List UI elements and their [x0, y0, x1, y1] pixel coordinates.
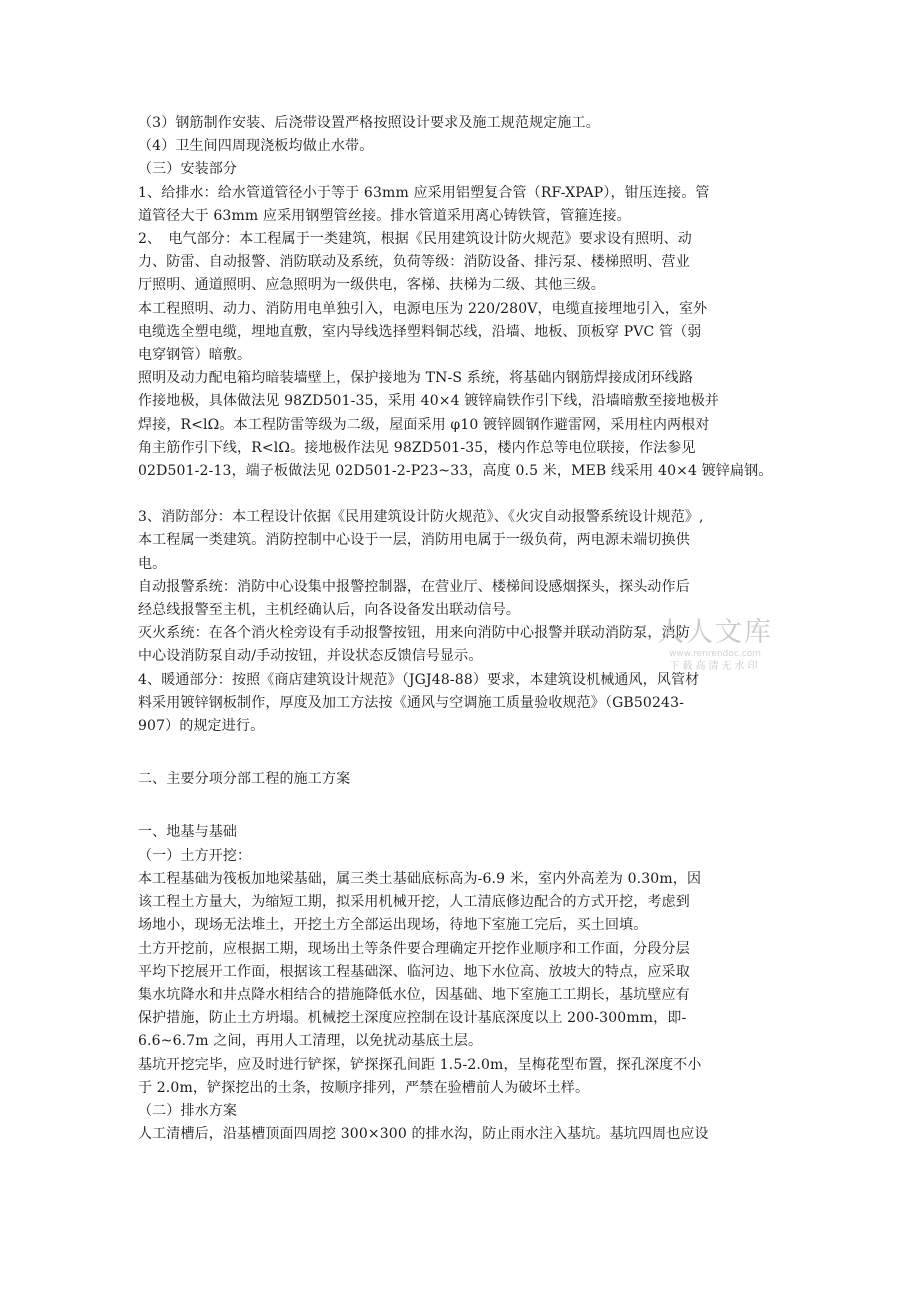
text-line: 土方开挖前，应根据工期，现场出土等条件要合理确定开挖作业顺序和工作面，分段分层 [138, 940, 690, 957]
text-line: 照明及动力配电箱均暗装墙壁上，保护接地为 TN-S 系统，将基础内钢筋焊接成闭环线路 [138, 370, 694, 387]
text-line: 本工程照明、动力、消防用电单独引入，电源电压为 220/280V，电缆直接埋地引入，室外 [138, 300, 708, 317]
watermark-url: www.renrendoc.com [669, 649, 761, 659]
text-line: 力、防雷、自动报警、消防联动及系统，负荷等级：消防设备、排污泵、楼梯照明、营业 [138, 254, 690, 271]
watermark [650, 618, 780, 674]
text-line: 3、消防部分：本工程设计依据《民用建筑设计防火规范》、《火灾自动报警系统设计规范》, [138, 509, 704, 526]
watermark-subtitle: 下载高清无水印 [669, 661, 761, 672]
subsection-heading: （一）土方开挖： [138, 847, 252, 864]
text-line: 料采用镀锌钢板制作，厚度及加工方法按《通风与空调施工质量验收规范》（GB50243- [138, 694, 685, 711]
text-line: 本工程属一类建筑。消防控制中心设于一层，消防用电属于一级负荷，两电源未端切换供 [138, 532, 690, 549]
text-line: 中心设消防泵自动/手动按钮，并设状态反馈信号显示。 [138, 648, 483, 665]
text-line: 电缆选全塑电缆，埋地直敷，室内导线选择塑料铜芯线，沿墙、地板、顶板穿 PVC 管（弱 [138, 323, 702, 340]
text-line: 保护措施，防止土方坍塌。机械挖土深度应控制在设计基底深度以上 200-300mm，即- [138, 1010, 687, 1027]
text-line: （三）安装部分 [138, 161, 238, 178]
text-line: 焊接，R<lΩ。本工程防雷等级为二级，屋面采用 φ10 镀锌圆钢作避雷网，采用柱内两根对 [138, 416, 710, 433]
watermark-title: 人人文库 [657, 617, 773, 648]
paragraph-gap [138, 483, 783, 506]
paragraph-gap [138, 791, 783, 821]
text-line: 电穿钢管）暗敷。 [138, 347, 252, 364]
text-line: 本工程基础为筏板加地梁基础，属三类土基础底标高为-6.9 米，室内外高差为 0.30m，因 [138, 870, 702, 887]
text-line: 907）的规定进行。 [138, 718, 265, 735]
text-line: 电。 [138, 555, 167, 572]
text-line: 集水坑降水和井点降水相结合的措施降低水位，因基础、地下室施工工期长，基坑壁应有 [138, 986, 690, 1003]
text-line: （3）钢筋制作安装、后浇带设置严格按照设计要求及施工规范规定施工。 [138, 115, 600, 131]
text-line: 厅照明、通道照明、应急照明为一级供电，客梯、扶梯为二级、其他三级。 [138, 277, 605, 294]
text-line: 1、给排水：给水管道管径小于等于 63mm 应采用铝塑复合管（RF-XPAP），钳压连接。管 [138, 184, 710, 201]
text-line: 角主筋作引下线，R<lΩ。接地极作法见 98ZD501-35，楼内作总等电位联接，作法参见 [138, 439, 696, 456]
text-line: 自动报警系统：消防中心设集中报警控制器，在营业厅、楼梯间设感烟探头，探头动作后 [138, 578, 690, 595]
section-heading: 一、地基与基础 [138, 824, 238, 841]
text-line: 灭火系统：在各个消火栓旁设有手动报警按钮，用来向消防中心报警并联动消防泵，消防 [138, 625, 690, 642]
text-line: 人工清槽后，沿基槽顶面四周挖 300×300 的排水沟，防止雨水注入基坑。基坑四周也应设 [138, 1126, 709, 1143]
text-line: 02D501-2-13，端子板做法见 02D501-2-P23~33，高度 0.5 米，MEB 线采用 40×4 镀锌扁钢。 [138, 463, 773, 480]
text-line: 基坑开挖完毕，应及时进行铲探，铲探探孔间距 1.5-2.0m，呈梅花型布置，探孔深度不小 [138, 1056, 702, 1073]
text-line: 场地小，现场无法堆土，开挖土方全部运出现场，待地下室施工完后，买土回填。 [138, 917, 648, 934]
text-line: 于 2.0m，铲探挖出的土条，按顺序排列，严禁在验槽前人为破坏土样。 [138, 1079, 590, 1096]
subsection-heading: （二）排水方案 [138, 1102, 238, 1119]
paragraph-gap [138, 738, 783, 768]
text-line: 道管径大于 63mm 应采用钢塑管丝接。排水管道采用离心铸铁管，管箍连接。 [138, 207, 631, 224]
text-line: 2、 电气部分：本工程属于一类建筑，根据《民用建筑设计防火规范》要求设有照明、动 [138, 231, 692, 248]
text-line: （4）卫生间四周现浇板均做止水带。 [138, 138, 374, 155]
text-line: 4、暖通部分：按照《商店建筑设计规范》（JGJ48-88）要求，本建筑设机械通风，风管材 [138, 671, 700, 688]
text-line: 作接地极，具体做法见 98ZD501-35，采用 40×4 镀锌扁铁作引下线，沿墙暗敷至接地极并 [138, 393, 720, 410]
text-line: 经总线报警至主机，主机经确认后，向各设备发出联动信号。 [138, 602, 521, 619]
text-line: 该工程土方量大，为缩短工期，拟采用机械开挖，人工清底修边配合的方式开挖，考虑到 [138, 894, 690, 911]
text-line: 6.6~6.7m 之间，再用人工清理，以免扰动基底土层。 [138, 1033, 483, 1050]
section-heading: 二、主要分项分部工程的施工方案 [138, 771, 351, 788]
text-line: 平均下挖展开工作面，根据该工程基础深、临河边、地下水位高、放坡大的特点，应采取 [138, 963, 690, 980]
